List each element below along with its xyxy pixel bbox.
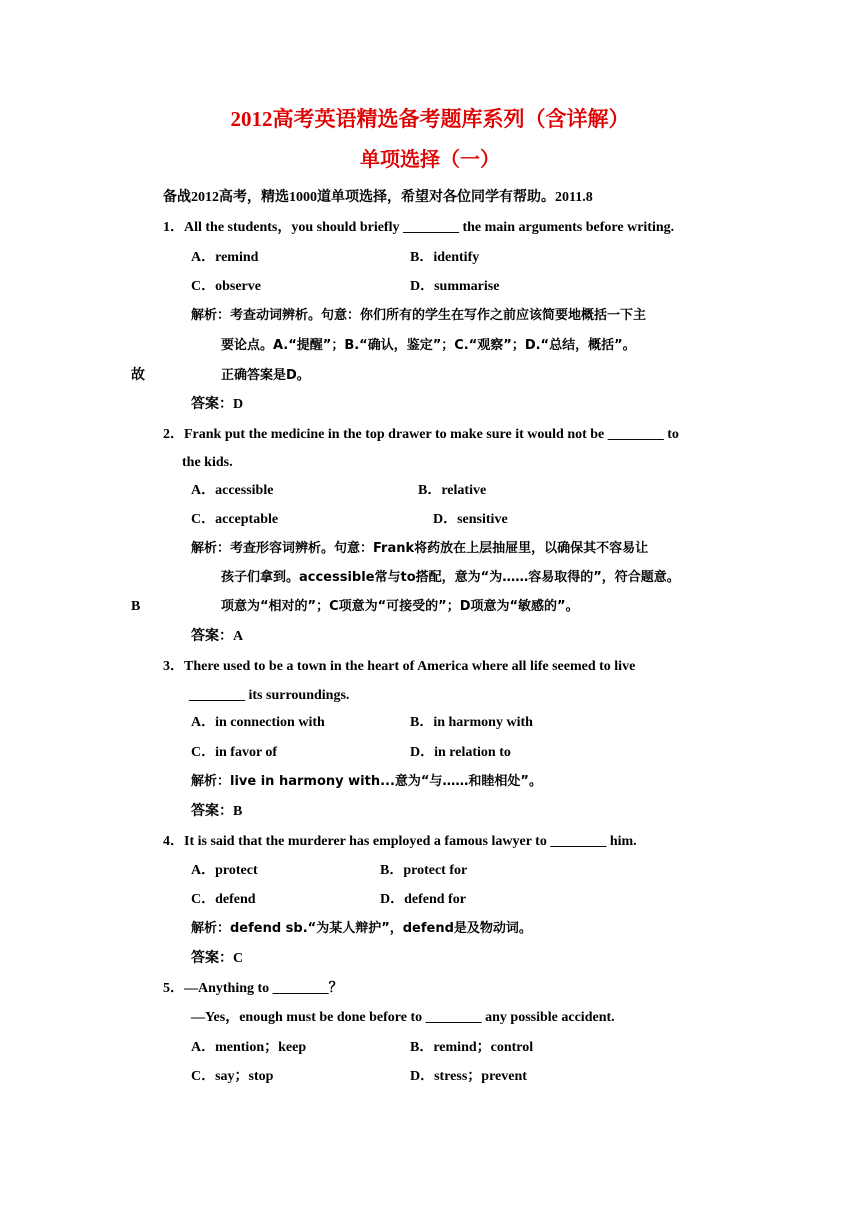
q1-explanation-line3: 正确答案是D。 <box>221 368 310 383</box>
q2-option-a: A．accessible <box>191 483 274 498</box>
q2-option-b: B．relative <box>418 483 487 498</box>
q1-explanation-line1: 解析：考查动词辨析。句意：你们所有的学生在写作之前应该简要地概括一下主 <box>191 308 647 323</box>
page-subtitle: 单项选择（一） <box>360 149 500 171</box>
q3-option-c: C．in favor of <box>191 745 278 760</box>
page-title: 2012高考英语精选备考题库系列（含详解） <box>230 107 630 131</box>
q5-stem-line2: —Yes，enough must be done before to ________ any possible accident. <box>191 1010 615 1025</box>
q2-explanation-margin: B <box>131 599 141 614</box>
q5-stem-line1: 5．—Anything to ________？ <box>163 981 343 996</box>
q3-option-d: D．in relation to <box>410 745 511 760</box>
q3-option-a: A．in connection with <box>191 715 325 730</box>
q1-explanation-line2: 要论点。A.“提醒”；B.“确认，鉴定”；C.“观察”；D.“总结，概括”。 <box>221 338 636 353</box>
q5-option-c: C．say；stop <box>191 1069 274 1084</box>
q4-stem: 4．It is said that the murderer has employed a famous lawyer to ________ him. <box>163 834 637 849</box>
q2-option-c: C．acceptable <box>191 512 279 527</box>
q1-explanation-margin: 故 <box>131 368 145 383</box>
q1-stem: 1．All the students，you should briefly ________ the main arguments before writing. <box>163 220 675 235</box>
q1-option-a: A．remind <box>191 250 259 265</box>
q1-option-b: B．identify <box>410 250 480 265</box>
q5-option-d: D．stress；prevent <box>410 1069 527 1084</box>
q2-explanation-line2: 孩子们拿到。accessible常与to搭配，意为“为……容易取得的”，符合题意。 <box>221 570 680 585</box>
q3-answer: 答案：B <box>191 804 243 819</box>
q3-explanation: 解析：live in harmony with...意为“与……和睦相处”。 <box>191 774 542 789</box>
q4-option-a: A．protect <box>191 863 258 878</box>
q2-option-d: D．sensitive <box>433 512 508 527</box>
q4-answer: 答案：C <box>191 951 244 966</box>
q5-option-b: B．remind；control <box>410 1040 534 1055</box>
q2-stem-line1: 2．Frank put the medicine in the top drawer to make sure it would not be ________ to <box>163 427 679 442</box>
intro-text: 备战2012高考，精选1000道单项选择，希望对各位同学有帮助。2011.8 <box>163 190 593 205</box>
q4-option-b: B．protect for <box>380 863 468 878</box>
q4-option-c: C．defend <box>191 892 256 907</box>
q2-explanation-line3: 项意为“相对的”；C项意为“可接受的”；D项意为“敏感的”。 <box>221 599 579 614</box>
q4-option-d: D．defend for <box>380 892 466 907</box>
q3-option-b: B．in harmony with <box>410 715 533 730</box>
q2-answer: 答案：A <box>191 629 244 644</box>
q2-explanation-line1: 解析：考查形容词辨析。句意：Frank将药放在上层抽屉里，以确保其不容易让 <box>191 541 649 556</box>
q1-option-c: C．observe <box>191 279 261 294</box>
q5-option-a: A．mention；keep <box>191 1040 307 1055</box>
q4-explanation: 解析：defend sb.“为某人辩护”，defend是及物动词。 <box>191 921 532 936</box>
q1-option-d: D．summarise <box>410 279 500 294</box>
q2-stem-line2: the kids. <box>182 455 233 470</box>
q3-stem-line1: 3．There used to be a town in the heart of America where all life seemed to live <box>163 659 636 674</box>
q3-stem-line2: ________ its surroundings. <box>189 688 350 703</box>
q1-answer: 答案：D <box>191 397 244 412</box>
